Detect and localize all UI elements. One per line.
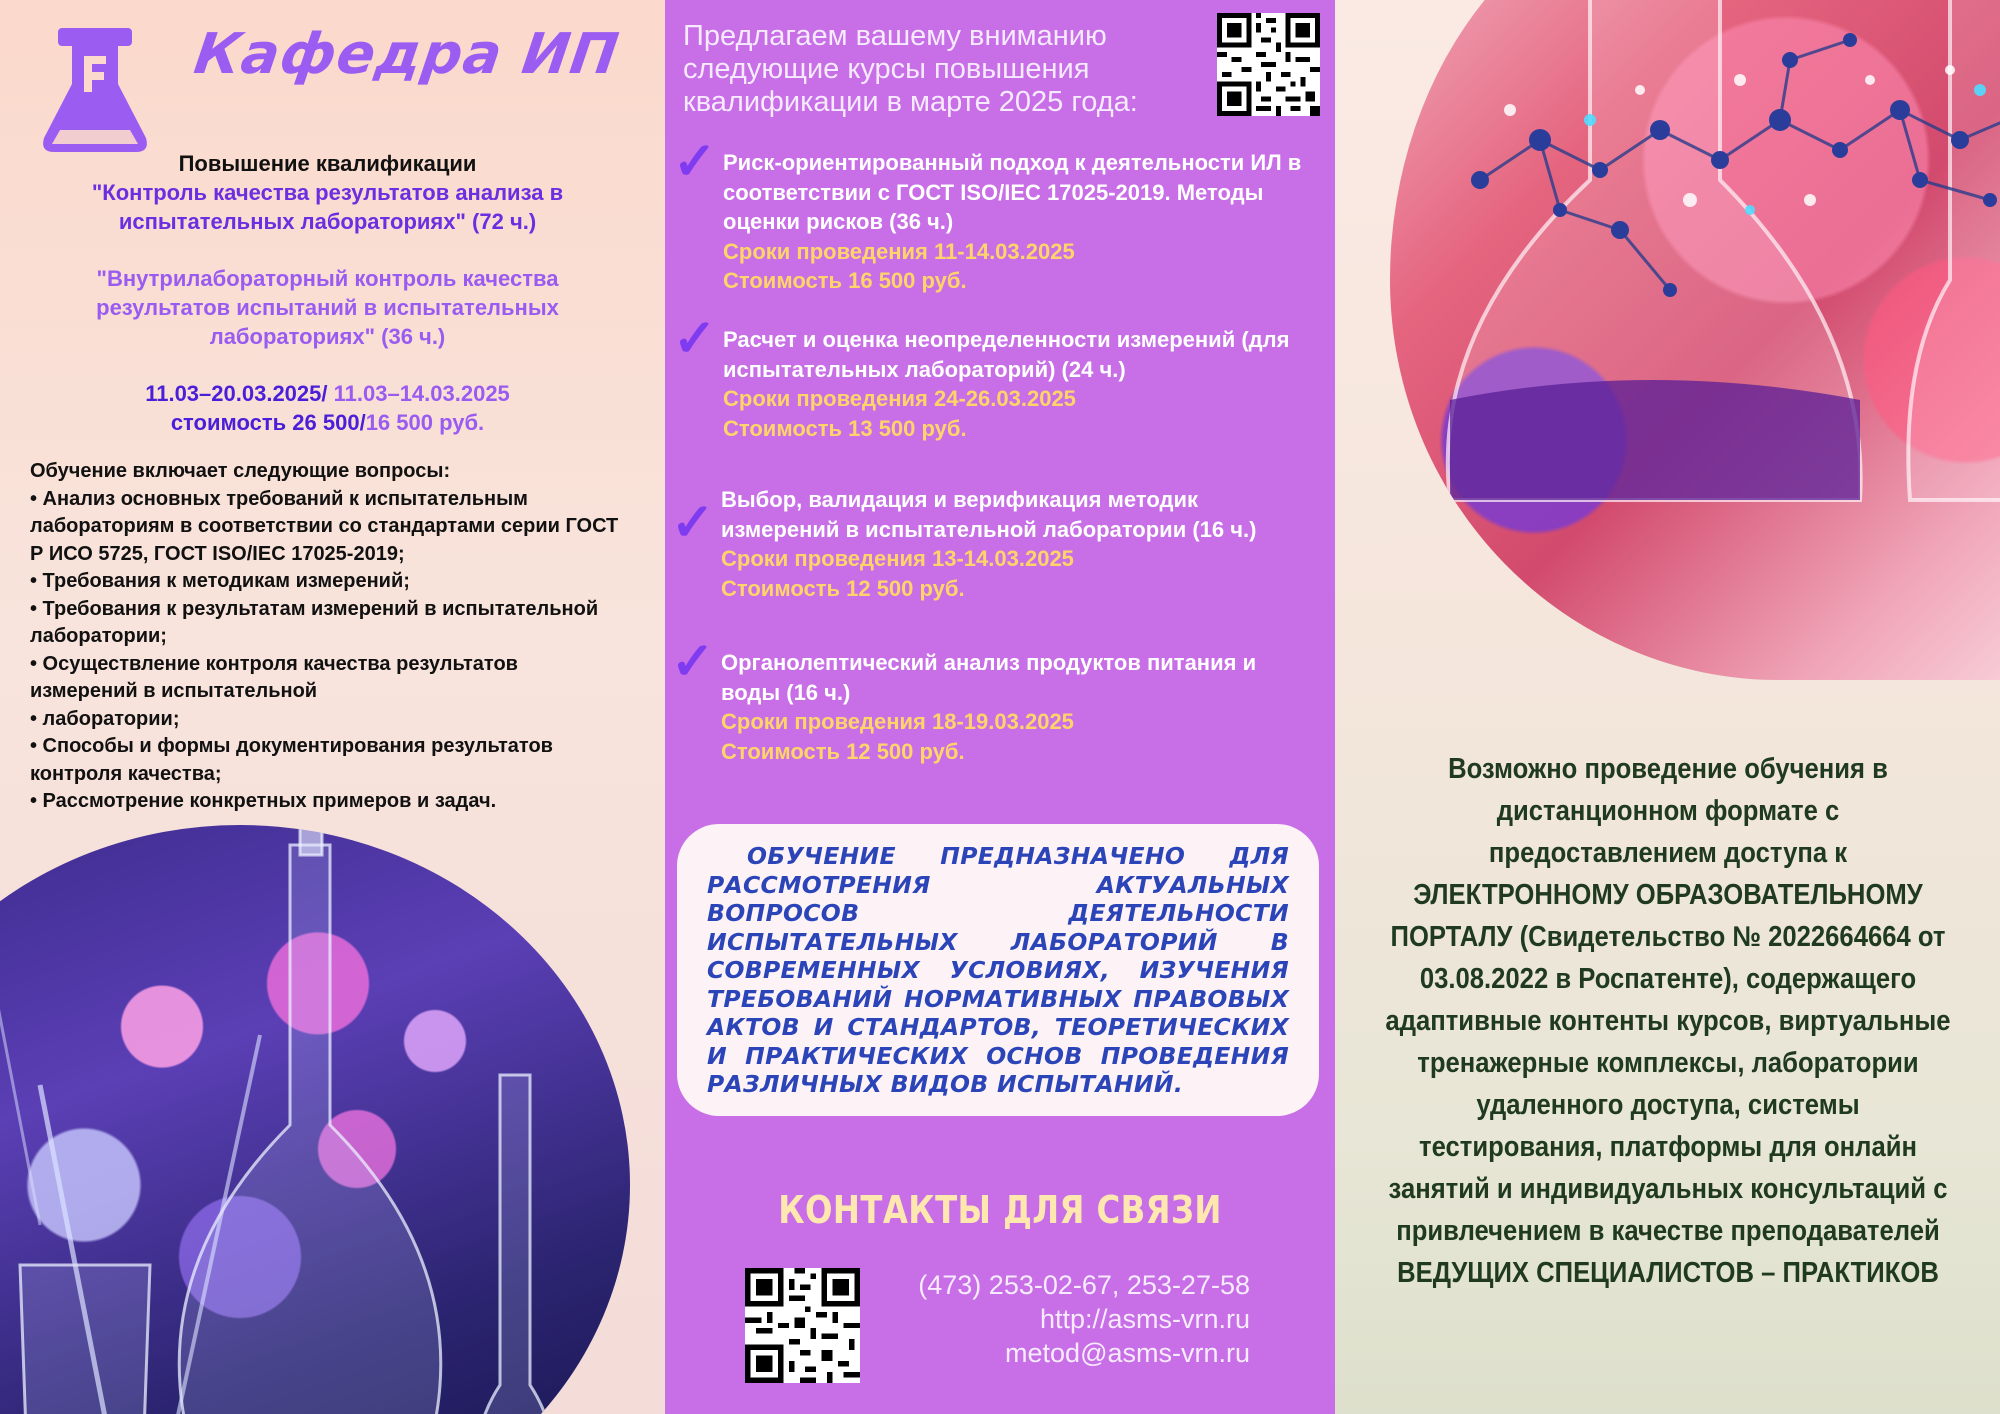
course-price: Стоимость 13 500 руб. <box>723 415 967 441</box>
qualification-heading: Повышение квалификации <box>178 151 477 176</box>
check-icon: ✓ <box>673 310 717 368</box>
course-card <box>673 133 1323 296</box>
price-full: стоимость 26 500/ <box>170 410 366 435</box>
purpose-text: ОБУЧЕНИЕ ПРЕДНАЗНАЧЕНО ДЛЯ РАССМОТРЕНИЯ АКТУАЛЬНЫХ ВОПРОСОВ ДЕЯТЕЛЬНОСТИ ИСПЫТАТЕЛЬНЫХ ЛАБОРАТОРИЙ В СОВРЕМЕННЫХ УСЛОВИЯХ, ИЗУЧЕНИЯ ТРЕБОВАНИЙ НОРМАТИВНЫХ ПРАВОВЫХ АКТОВ И СТАНДАРТОВ, ТЕОРЕТИЧЕСКИХ И ПРАКТИЧЕСКИХ ОСНОВ ПРОВЕДЕНИЯ РАЗЛИЧНЫХ ВИДОВ ИСПЫТАНИЙ. <box>707 842 1289 1098</box>
right-panel <box>1335 0 2000 1414</box>
course-title: Органолептический анализ продуктов питания и воды (16 ч.) <box>721 650 1257 705</box>
check-icon: ✓ <box>673 133 717 191</box>
check-icon: ✓ <box>671 633 715 691</box>
topics-heading: Обучение включает следующие вопросы: <box>30 460 451 482</box>
flask-icon <box>40 26 150 154</box>
purpose-note <box>677 824 1319 1116</box>
website-link[interactable]: http://asms-vrn.ru <box>1039 1304 1250 1334</box>
course-card <box>673 310 1323 443</box>
qualification-block <box>40 150 615 437</box>
course-dates: Сроки проведения 13-14.03.2025 <box>721 546 1074 571</box>
remote-learning-text: Возможно проведение обучения в дистанционном формате с предоставлением доступа к ЭЛЕКТРОННОМУ ОБРАЗОВАТЕЛЬНОМУ ПОРТАЛУ (Свидетельство № 2022664664 от 03.08.2022 в Роспатенте), содержащего адаптивные контенты курсов, виртуальные тренажерные комплексы, лаборатории удаленного доступа, системы тестирования, платформы для онлайн занятий и индивидуальных консультаций с привлечением в качестве преподавателей ВЕДУЩИХ СПЕЦИАЛИСТОВ – ПРАКТИКОВ <box>1385 753 1951 1289</box>
dates-short: 11.03–14.03.2025 <box>327 381 510 406</box>
middle-panel <box>665 0 1335 1414</box>
course-dates: Сроки проведения 11-14.03.2025 <box>723 238 1075 264</box>
course-card <box>671 485 1321 603</box>
topic-item: • Анализ основных требований к испытательным лабораториям в соответствии со стандартами серии ГОСТ Р ИСО 5725, ГОСТ ISO/IEC 17025-2019; <box>30 487 619 565</box>
qr-code[interactable] <box>745 1268 860 1383</box>
course-dates: Сроки проведения 24-26.03.2025 <box>723 386 1076 411</box>
course-title-1: "Контроль качества результатов анализа в испытательных лабораториях" (72 ч.) <box>91 180 564 234</box>
department-title: Кафедра ИП <box>190 22 624 87</box>
email-link[interactable]: metod@asms-vrn.ru <box>1005 1338 1250 1368</box>
topic-item: • Требования к результатам измерений в испытательной лаборатории; <box>30 597 599 647</box>
contact-info <box>918 1268 1250 1370</box>
price-short: 16 500 руб. <box>365 410 485 435</box>
topic-item: • Требования к методикам измерений; <box>30 570 410 592</box>
topic-item: • Осуществление контроля качества результатов измерений в испытательной <box>30 652 518 702</box>
topics-list <box>30 458 630 816</box>
lab-flask-photo <box>1390 0 2000 680</box>
course-title: Расчет и оценка неопределенности измерений (для испытательных лабораторий) (24 ч.) <box>723 327 1290 382</box>
course-dates: Сроки проведения 18-19.03.2025 <box>721 709 1074 734</box>
topic-item: • Способы и формы документирования результатов контроля качества; <box>30 735 553 785</box>
courses-intro: Предлагаем вашему вниманию следующие курсы повышения квалификации в марте 2025 года: <box>683 20 1138 118</box>
course-price: Стоимость 12 500 руб. <box>721 738 965 764</box>
course-dates <box>40 379 615 437</box>
topic-item: • Рассмотрение конкретных примеров и задач. <box>30 790 497 812</box>
qr-code[interactable] <box>1217 13 1320 116</box>
course-card <box>671 633 1321 766</box>
course-price: Стоимость 16 500 руб. <box>723 268 967 293</box>
contacts-heading: КОНТАКТЫ ДЛЯ СВЯЗИ <box>778 1188 1222 1232</box>
left-panel <box>0 0 665 1414</box>
lab-glassware-photo <box>0 825 630 1414</box>
course-title: Выбор, валидация и верификация методик измерений в испытательной лаборатории (16 ч.) <box>721 487 1257 542</box>
course-title: Риск-ориентированный подход к деятельности ИЛ в соответствии с ГОСТ ISO/IEC 17025-2019. Методы оценки рисков (36 ч.) <box>723 150 1302 234</box>
topic-item: • лаборатории; <box>30 707 180 730</box>
dates-full: 11.03–20.03.2025/ <box>145 381 328 406</box>
course-title-2: "Внутрилабораторный контроль качества результатов испытаний в испытательных лабораториях" (36 ч.) <box>96 266 559 349</box>
check-icon: ✓ <box>671 494 715 552</box>
phone-number[interactable]: (473) 253-02-67, 253-27-58 <box>918 1270 1250 1300</box>
course-price: Стоимость 12 500 руб. <box>721 575 965 601</box>
